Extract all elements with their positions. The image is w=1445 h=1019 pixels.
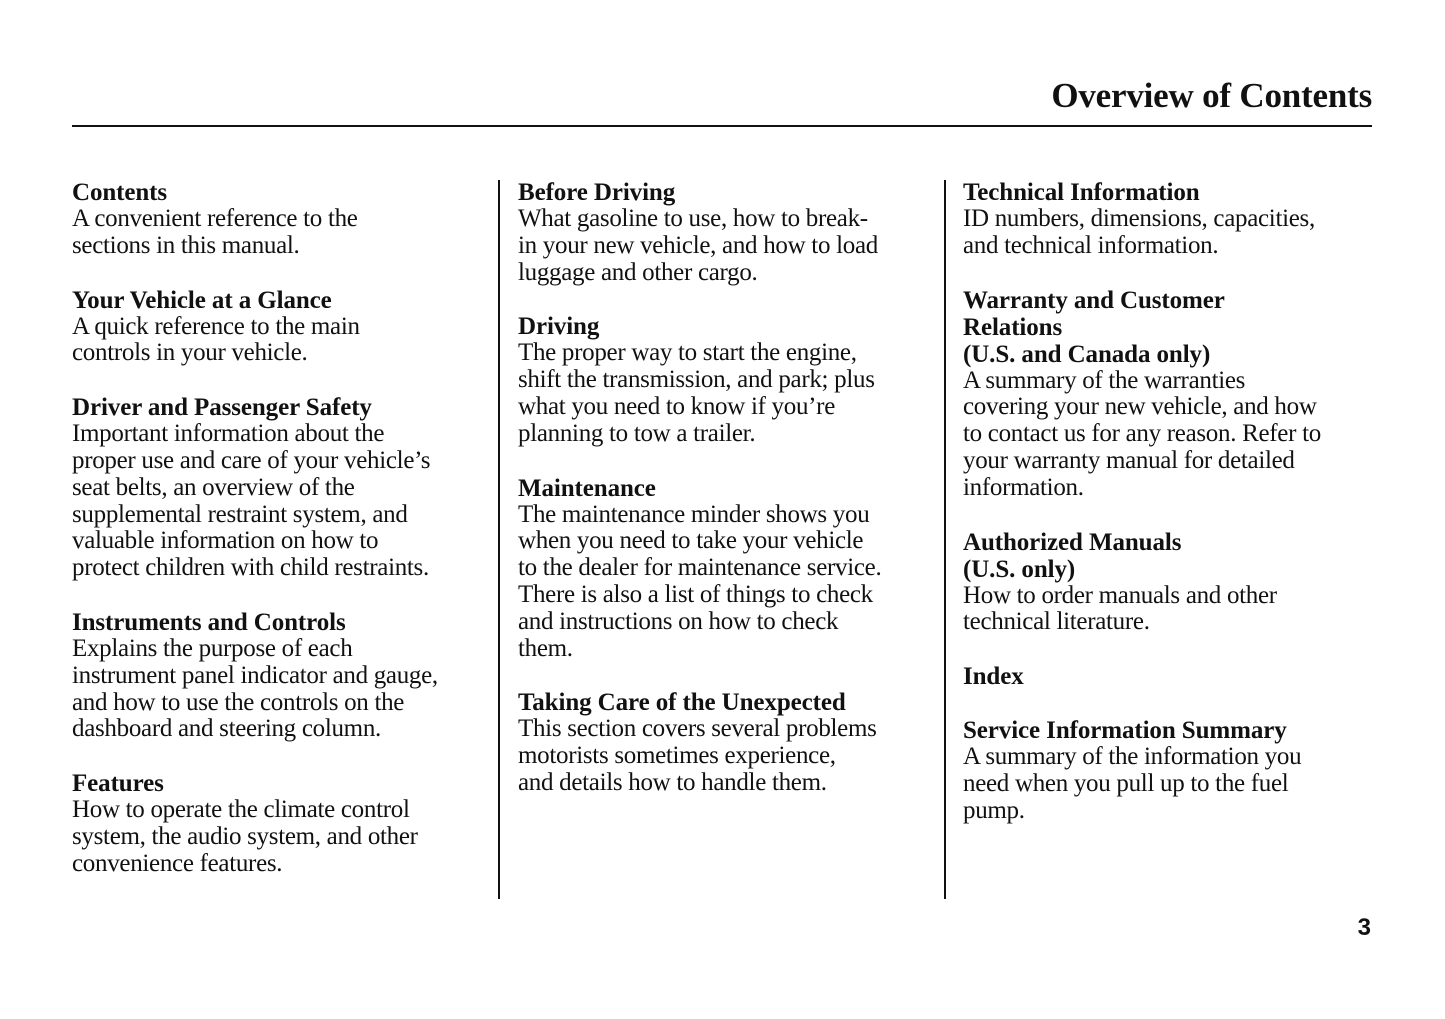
- contents-section: [963, 663, 1383, 690]
- section-description: what you need to know if you’re: [518, 392, 836, 420]
- section-description: ID numbers, dimensions, capacities,: [963, 205, 1315, 232]
- contents-section: [72, 609, 492, 743]
- section-description: seat belts, an overview of the: [72, 473, 355, 501]
- section-heading-warranty-and-customer: Warranty and Customer: [963, 286, 1225, 314]
- contents-column-3: [963, 179, 1383, 852]
- section-description: valuable information on how to: [72, 527, 379, 555]
- section-description: The proper way to start the engine,: [518, 339, 857, 367]
- title-rule: [72, 125, 1372, 127]
- page-number: 3: [1357, 914, 1371, 941]
- section-description: planning to tow a trailer.: [518, 419, 756, 447]
- section-description: technical literature.: [963, 608, 1150, 636]
- section-description: A quick reference to the main: [72, 312, 360, 340]
- section-description: instrument panel indicator and gauge,: [72, 661, 438, 689]
- section-description: How to operate the climate control: [72, 796, 410, 824]
- section-description: What gasoline to use, how to break-: [518, 205, 868, 232]
- section-heading-technical-information: Technical Information: [963, 179, 1200, 206]
- contents-section: [72, 770, 492, 877]
- section-description: This section covers several problems: [518, 715, 877, 743]
- contents-section: [963, 529, 1383, 637]
- section-description: controls in your vehicle.: [72, 339, 308, 367]
- section-heading-driver-and-passenger-safety: Driver and Passenger Safety: [72, 394, 372, 422]
- section-description: Important information about the: [72, 420, 385, 448]
- contents-section: [518, 475, 938, 663]
- section-description: pump.: [963, 796, 1025, 824]
- contents-column-2: [518, 179, 938, 824]
- section-heading-index: Index: [963, 663, 1024, 691]
- section-description: convenience features.: [72, 849, 283, 877]
- section-heading-features: Features: [72, 770, 164, 798]
- page-title: Overview of Contents: [1051, 76, 1372, 115]
- contents-section: [963, 287, 1383, 502]
- section-description: information.: [963, 473, 1084, 501]
- section-description: luggage and other cargo.: [518, 258, 758, 286]
- contents-section: [518, 179, 938, 286]
- contents-section: [963, 179, 1383, 260]
- section-description: to the dealer for maintenance service.: [518, 554, 882, 582]
- section-description: and technical information.: [963, 231, 1219, 259]
- section-description: How to order manuals and other: [963, 581, 1277, 609]
- column-divider: [944, 180, 946, 899]
- contents-column-1: [72, 179, 492, 905]
- section-heading-your-vehicle-at-a-glance: Your Vehicle at a Glance: [72, 286, 332, 314]
- column-divider: [498, 180, 500, 899]
- section-description: them.: [518, 634, 573, 662]
- section-description: dashboard and steering column.: [72, 715, 381, 743]
- contents-section: [518, 313, 938, 447]
- section-description: need when you pull up to the fuel: [963, 769, 1289, 797]
- contents-section: [72, 179, 492, 260]
- section-description: The maintenance minder shows you: [518, 500, 870, 528]
- section-description: system, the audio system, and other: [72, 822, 418, 850]
- section-description: A summary of the warranties: [963, 366, 1246, 394]
- section-description: A convenient reference to the: [72, 205, 358, 232]
- section-description: Explains the purpose of each: [72, 634, 353, 662]
- contents-section: [518, 689, 938, 796]
- section-description: proper use and care of your vehicle’s: [72, 446, 431, 474]
- section-description: and how to use the controls on the: [72, 688, 405, 716]
- section-description: covering your new vehicle, and how: [963, 393, 1317, 421]
- section-heading-taking-care-of-the-unexpected: Taking Care of the Unexpected: [518, 689, 846, 717]
- section-description: in your new vehicle, and how to load: [518, 231, 878, 259]
- section-heading-authorized-manuals: Authorized Manuals: [963, 528, 1182, 556]
- section-heading-contents: Contents: [72, 179, 168, 206]
- section-heading-driving: Driving: [518, 313, 600, 341]
- section-heading-authorized-manuals: (U.S. only): [963, 555, 1076, 583]
- section-heading-maintenance: Maintenance: [518, 474, 656, 502]
- section-description: and details how to handle them.: [518, 768, 827, 796]
- section-heading-before-driving: Before Driving: [518, 179, 676, 206]
- contents-section: [72, 287, 492, 368]
- section-description: motorists sometimes experience,: [518, 742, 836, 770]
- section-heading-warranty-and-customer: (U.S. and Canada only): [963, 340, 1211, 368]
- contents-section: [963, 717, 1383, 824]
- contents-section: [72, 394, 492, 582]
- section-description: shift the transmission, and park; plus: [518, 366, 875, 394]
- section-description: There is also a list of things to check: [518, 580, 873, 608]
- section-heading-warranty-and-customer: Relations: [963, 313, 1063, 341]
- section-description: when you need to take your vehicle: [518, 527, 864, 555]
- section-heading-instruments-and-controls: Instruments and Controls: [72, 608, 346, 636]
- section-description: to contact us for any reason. Refer to: [963, 420, 1321, 448]
- section-description: protect children with child restraints.: [72, 554, 429, 582]
- section-description: sections in this manual.: [72, 231, 300, 259]
- section-description: your warranty manual for detailed: [963, 446, 1295, 474]
- section-description: A summary of the information you: [963, 743, 1302, 771]
- section-description: and instructions on how to check: [518, 607, 839, 635]
- section-description: supplemental restraint system, and: [72, 500, 408, 528]
- section-heading-service-information-summary: Service Information Summary: [963, 717, 1287, 745]
